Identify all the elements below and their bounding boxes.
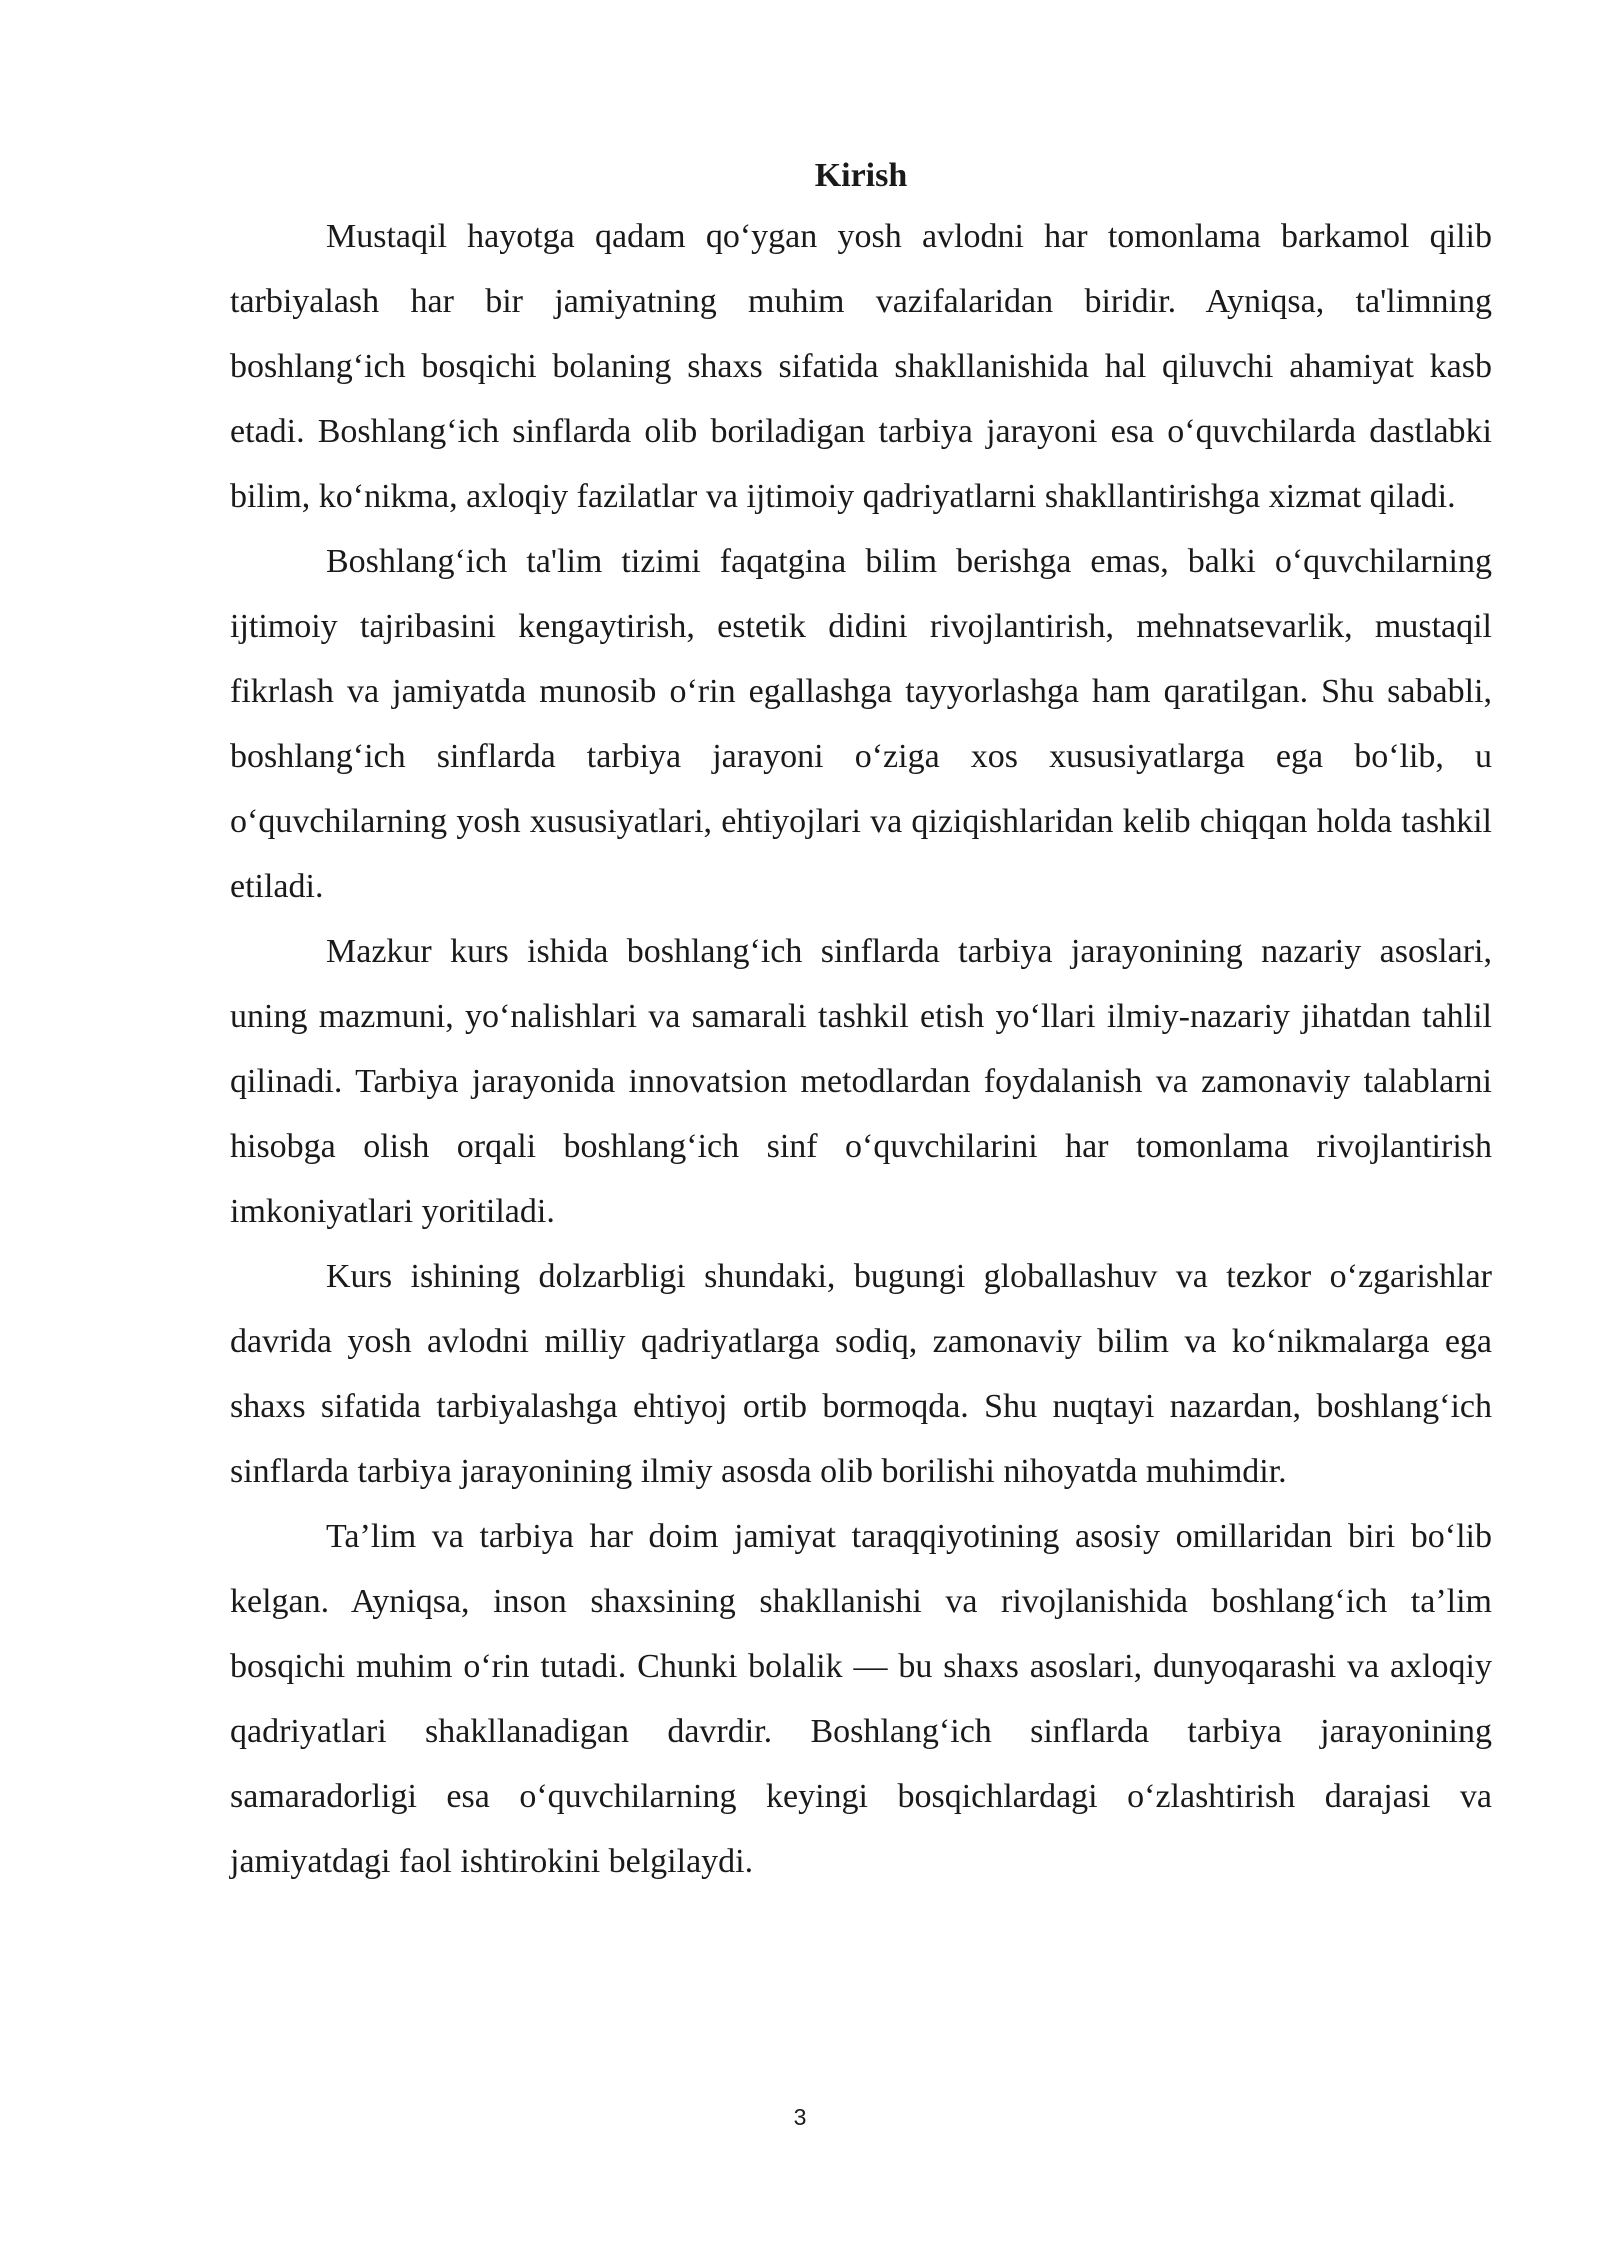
paragraph-5: Ta’lim va tarbiya har doim jamiyat taraqqiyotining asosiy omillaridan biri bo‘lib kelgan. Ayniqsa, inson shaxsining shakllanishi va rivojlanishida boshlang‘ich ta’lim bosqichi muhim o‘rin tutadi. Chunki bolalik — bu shaxs asoslari, dunyoqarashi va axloqiy qadriyatlari shakllanadigan davrdir. Boshlang‘ich sinflarda tarbiya jarayonining samaradorligi esa o‘quvchilarning keyingi bosqichlardagi o‘zlashtirish darajasi va jamiyatdagi faol ishtirokini belgilaydi. (230, 1518, 1492, 1880)
paragraph-4: Kurs ishining dolzarbligi shundaki, bugungi globallashuv va tezkor o‘zgarishlar davrida yosh avlodni milliy qadriyatlarga sodiq, zamonaviy bilim va ko‘nikmalarga ega shaxs sifatida tarbiyalashga ehtiyoj ortib bormoqda. Shu nuqtayi nazardan, boshlang‘ich sinflarda tarbiya jarayonining ilmiy asosda olib borilishi nihoyatda muhimdir. (230, 1258, 1492, 1490)
paragraph-3: Mazkur kurs ishida boshlang‘ich sinflarda tarbiya jarayonining nazariy asoslari, uning mazmuni, yo‘nalishlari va samarali tashkil etish yo‘llari ilmiy-nazariy jihatdan tahlil qilinadi. Tarbiya jarayonida innovatsion metodlardan foydalanish va zamonaviy talablarni hisobga olish orqali boshlang‘ich sinf o‘quvchilarini har tomonlama rivojlantirish imkoniyatlari yoritiladi. (230, 933, 1492, 1230)
page-number: 3 (793, 2104, 807, 2130)
paragraph-1: Mustaqil hayotga qadam qo‘ygan yosh avlodni har tomonlama barkamol qilib tarbiyalash har bir jamiyatning muhim vazifalaridan biridir. Ayniqsa, ta'limning boshlang‘ich bosqichi bolaning shaxs sifatida shakllanishida hal qiluvchi ahamiyat kasb etadi. Boshlang‘ich sinflarda olib boriladigan tarbiya jarayoni esa o‘quvchilarda dastlabki bilim, ko‘nikma, axloqiy fazilatlar va ijtimoiy qadriyatlarni shakllantirishga xizmat qiladi. (230, 218, 1492, 515)
section-title: Kirish (814, 157, 908, 194)
paragraph-2: Boshlang‘ich ta'lim tizimi faqatgina bilim berishga emas, balki o‘quvchilarning ijtimoiy tajribasini kengaytirish, estetik didini rivojlantirish, mehnatsevarlik, mustaqil fikrlash va jamiyatda munosib o‘rin egallashga tayyorlashga ham qaratilgan. Shu sababli, boshlang‘ich sinflarda tarbiya jarayoni o‘ziga xos xususiyatlarga ega bo‘lib, u o‘quvchilarning yosh xususiyatlari, ehtiyojlari va qiziqishlaridan kelib chiqqan holda tashkil etiladi. (230, 543, 1492, 905)
page-body (230, 148, 1492, 1894)
